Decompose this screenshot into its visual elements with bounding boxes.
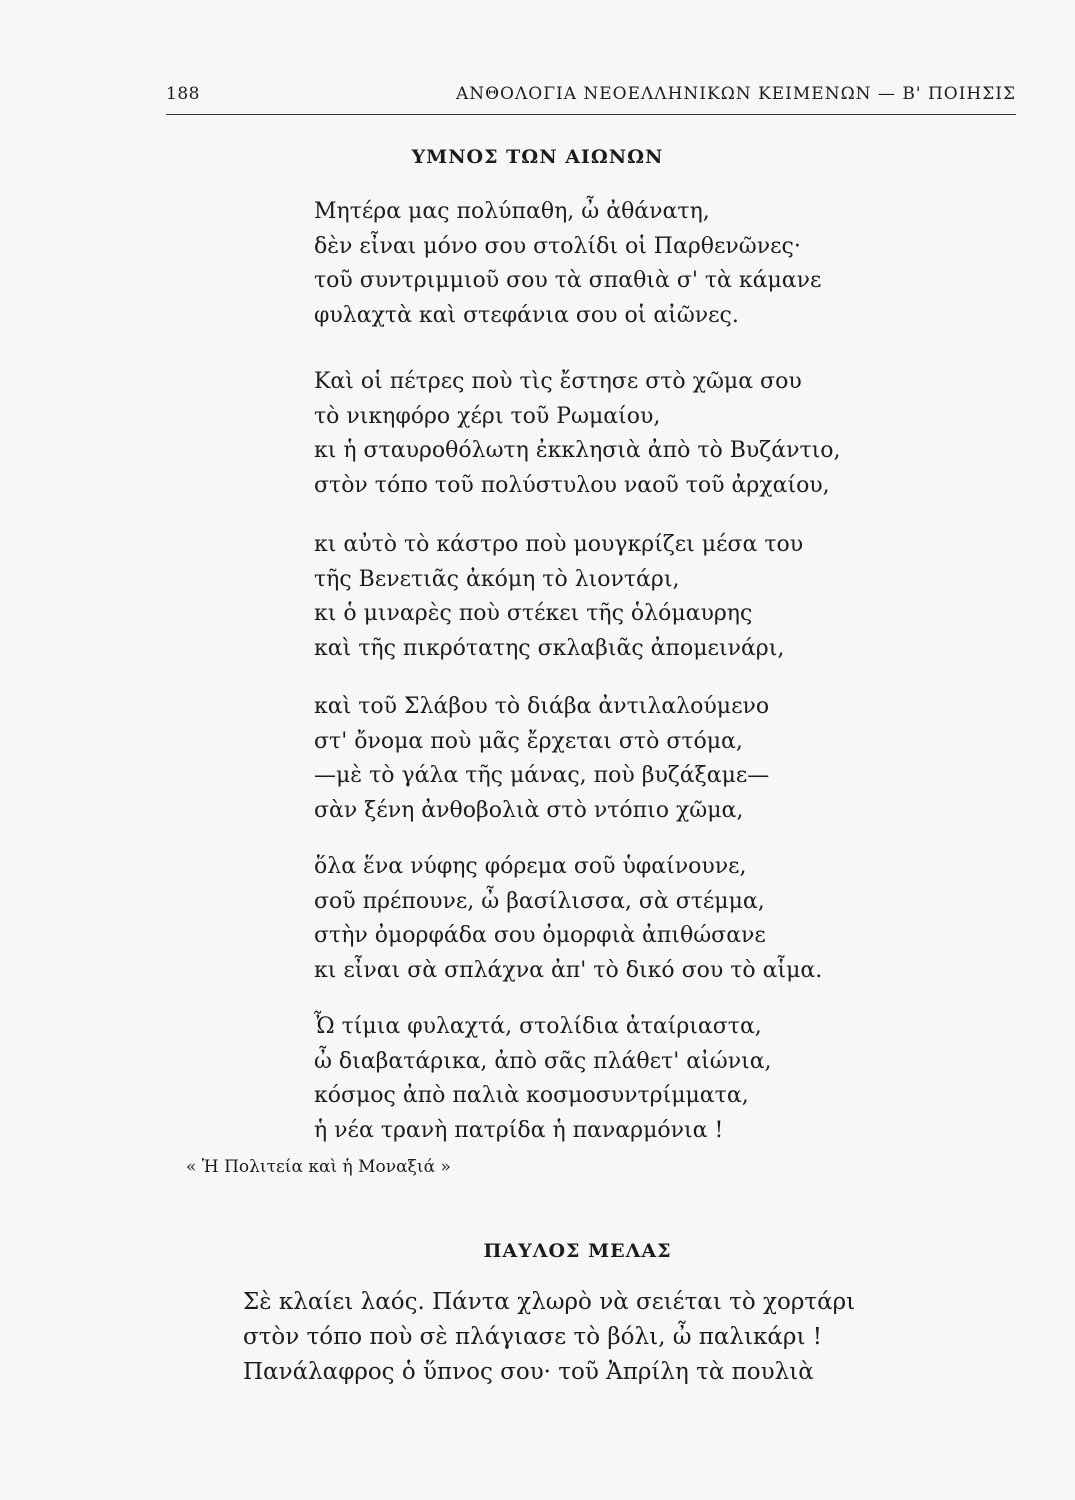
- verse-line: Σὲ κλαίει λαός. Πάντα χλωρὸ νὰ σειέται τὸ χορτάρι: [243, 1289, 856, 1315]
- verse-line: κι αὐτὸ τὸ κάστρο ποὺ μουγκρίζει μέσα του: [314, 532, 804, 557]
- verse-line: τῆς Βενετιᾶς ἀκόμη τὸ λιοντάρι,: [314, 566, 680, 592]
- verse-line: τὸ νικηφόρο χέρι τοῦ Ρωμαίου,: [314, 403, 661, 429]
- stanza-2: [314, 365, 954, 503]
- stanza-5: [314, 850, 954, 988]
- stanza-4: [314, 690, 954, 828]
- verse-line: Μητέρα μας πολύπαθη, ὦ ἀθάνατη,: [314, 199, 710, 224]
- verse-line: —μὲ τὸ γάλα τῆς μάνας, ποὺ βυζάξαμε—: [314, 763, 770, 788]
- verse-line: σοῦ πρέπουνε, ὦ βασίλισσα, σὰ στέμμα,: [314, 888, 765, 914]
- stanza-1: [314, 195, 954, 333]
- stanza-6: [314, 1010, 954, 1148]
- verse-line: δὲν εἶναι μόνο σου στολίδι οἱ Παρθενῶνες·: [314, 233, 801, 259]
- verse-line: ὅλα ἕνα νύφης φόρεμα σοῦ ὑφαίνουνε,: [314, 854, 747, 879]
- verse-line: κόσμος ἀπὸ παλιὰ κοσμοσυντρίμματα,: [314, 1083, 749, 1108]
- verse-line: στὸν τόπο ποὺ σὲ πλάγιασε τὸ βόλι, ὦ παλικάρι !: [243, 1324, 823, 1350]
- stanza-3: [314, 528, 954, 666]
- running-head: ΑΝΘΟΛΟΓΙΑ ΝΕΟΕΛΛΗΝΙΚΩΝ ΚΕΙΜΕΝΩΝ — Β' ΠΟΙΗΣΙΣ: [455, 84, 1016, 104]
- verse-line: Ὦ τίμια φυλαχτά, στολίδια ἀταίριαστα,: [314, 1014, 762, 1039]
- verse-line: ὦ διαβατάρικα, ἀπὸ σᾶς πλάθετ' αἰώνια,: [314, 1048, 772, 1074]
- poem-source: « Ἡ Πολιτεία καὶ ἡ Μοναξιά »: [186, 1157, 451, 1177]
- verse-line: κι ὁ μιναρὲς ποὺ στέκει τῆς ὁλόμαυρης: [314, 601, 753, 626]
- poem-title: ΥΜΝΟΣ ΤΩΝ ΑΙΩΝΩΝ: [411, 146, 664, 168]
- verse-line: τοῦ συντριμμιοῦ σου τὰ σπαθιὰ σ' τὰ κάμανε: [314, 268, 822, 293]
- verse-line: σὰν ξένη ἀνθοβολιὰ στὸ ντόπιο χῶμα,: [314, 797, 744, 823]
- verse-line: καὶ τῆς πικρότατης σκλαβιᾶς ἀπομεινάρι,: [314, 635, 785, 661]
- poem-title-2: ΠΑΥΛΟΣ ΜΕΛΑΣ: [483, 1240, 672, 1262]
- verse-line: Πανάλαφρος ὁ ὕπνος σου· τοῦ Ἀπρίλη τὰ πουλιὰ: [243, 1359, 814, 1385]
- verse-line: ἡ νέα τρανὴ πατρίδα ἡ παναρμόνια !: [314, 1117, 724, 1143]
- verse-line: κι ἡ σταυροθόλωτη ἐκκλησιὰ ἀπὸ τὸ Βυζάντιο,: [314, 438, 841, 463]
- verse-line: καὶ τοῦ Σλάβου τὸ διάβα ἀντιλαλούμενο: [314, 694, 770, 719]
- page-number: 188: [166, 84, 200, 104]
- verse-line: στὸν τόπο τοῦ πολύστυλου ναοῦ τοῦ ἀρχαίου,: [314, 472, 830, 498]
- verse-line: φυλαχτὰ καὶ στεφάνια σου οἱ αἰῶνες.: [314, 302, 739, 328]
- poem-2-lines: [243, 1285, 1003, 1390]
- verse-line: στὴν ὀμορφάδα σου ὀμορφιὰ ἀπιθώσανε: [314, 923, 766, 948]
- verse-line: Καὶ οἱ πέτρες ποὺ τὶς ἔστησε στὸ χῶμα σου: [314, 369, 802, 394]
- verse-line: κι εἶναι σὰ σπλάχνα ἀπ' τὸ δικό σου τὸ αἷμα.: [314, 957, 823, 983]
- page-header: [166, 84, 1016, 115]
- verse-line: στ' ὄνομα ποὺ μᾶς ἔρχεται στὸ στόμα,: [314, 728, 743, 754]
